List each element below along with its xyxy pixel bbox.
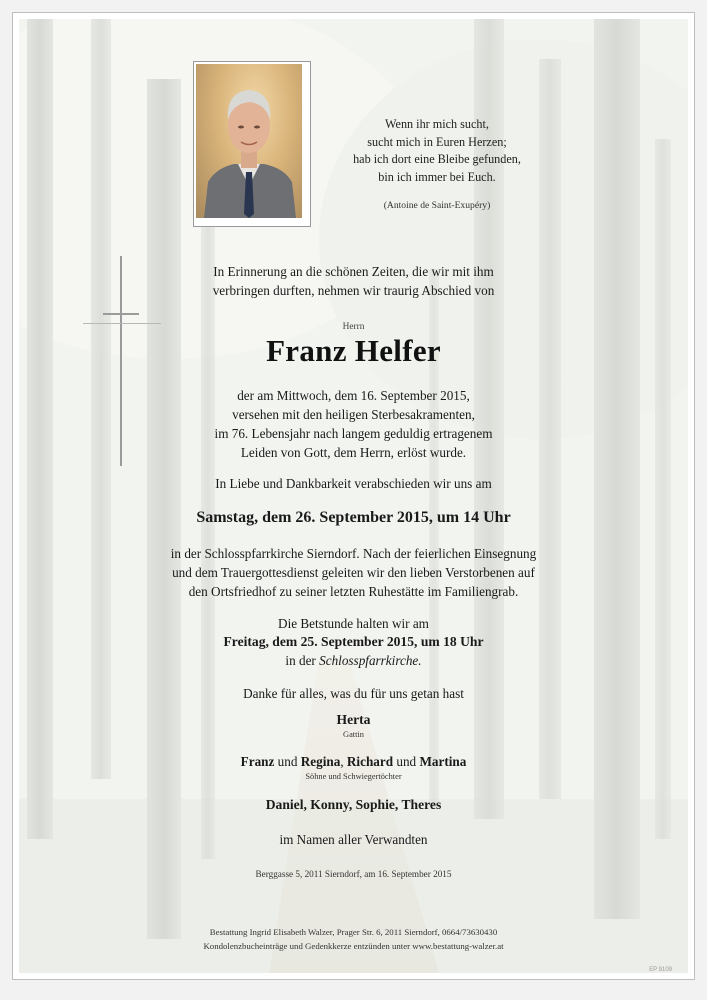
children-joiner: und [274, 754, 301, 769]
honorific: Herrn [342, 322, 365, 332]
quote-source: (Antoine de Saint-Exupéry) [383, 200, 491, 212]
wife-name: Herta [336, 712, 371, 727]
quote-line: hab ich dort eine Bleibe gefunden, [353, 152, 521, 167]
relatives-line: im Namen aller Verwandten [279, 832, 428, 847]
prayer-date: Freitag, dem 25. September 2015, um 18 Uhr [223, 634, 484, 649]
children-joiner: und [393, 754, 420, 769]
grandchildren-names [13, 797, 694, 813]
child-name: Regina [300, 754, 341, 769]
grandchildren-separator: , [348, 797, 356, 812]
wife-role: Gattin [343, 730, 364, 739]
grandchild-name: Sophie [355, 797, 395, 812]
funeral-text-line-2: und dem Trauergottesdienst geleiten wir den lieben Verstorbenen auf [172, 565, 535, 580]
farewell-intro: In Liebe und Dankbarkeit verabschieden wir uns am [215, 476, 492, 491]
deceased-name: Franz Helfer [266, 333, 441, 368]
obituary-card [12, 12, 695, 980]
grandchildren-separator: , [394, 797, 402, 812]
funeral-text-line-3: den Ortsfriedhof zu seiner letzten Ruhestätte im Familiengrab. [188, 584, 519, 599]
children-names [13, 754, 694, 770]
corner-code: EP 9109 [649, 967, 672, 973]
footer-line-2: Kondolenzbucheinträge und Gedenkkerze entzünden unter www.bestattung-walzer.at [203, 941, 504, 951]
intro-line-1: In Erinnerung an die schönen Zeiten, die wir mit ihm [213, 264, 494, 279]
grandchildren-separator: , [303, 797, 311, 812]
footer-line-1: Bestattung Ingrid Elisabeth Walzer, Prager Str. 6, 2011 Sierndorf, 0664/73630430 [209, 927, 498, 937]
death-notice-line-1: der am Mittwoch, dem 16. September 2015, [237, 388, 470, 403]
child-name: Franz [240, 754, 275, 769]
quote-line: bin ich immer bei Euch. [378, 169, 496, 184]
grandchild-name: Daniel [265, 797, 304, 812]
child-name: Martina [419, 754, 467, 769]
quote-line: sucht mich in Euren Herzen; [367, 134, 507, 149]
death-notice-line-3: im 76. Lebensjahr nach langem geduldig ertragenem [214, 426, 493, 441]
grandchild-name: Theres [401, 797, 442, 812]
children-separator: , [340, 754, 347, 769]
funeral-date: Samstag, dem 26. September 2015, um 14 Uhr [196, 509, 511, 526]
prayer-place: Schlosspfarrkirche. [319, 653, 422, 668]
death-notice-line-2: versehen mit den heiligen Sterbesakramenten, [232, 407, 475, 422]
death-notice-line-4: Leiden von Gott, dem Herrn, erlöst wurde. [240, 445, 467, 460]
prayer-prefix: in der [285, 653, 316, 668]
funeral-text-line-1: in der Schlosspfarrkirche Sierndorf. Nach der feierlichen Einsegnung [170, 546, 537, 561]
child-name: Richard [346, 754, 394, 769]
quote-line: Wenn ihr mich sucht, [385, 117, 489, 131]
address-date: Berggasse 5, 2011 Sierndorf, am 16. September 2015 [255, 869, 452, 879]
intro-line-2: verbringen durften, nehmen wir traurig Abschied von [212, 283, 495, 298]
thanks-line: Danke für alles, was du für uns getan hast [243, 686, 464, 701]
grandchild-name: Konny [310, 797, 349, 812]
prayer-place-line [13, 653, 694, 669]
children-role: Söhne und Schwiegertöchter [305, 772, 402, 781]
prayer-intro: Die Betstunde halten wir am [278, 616, 429, 631]
